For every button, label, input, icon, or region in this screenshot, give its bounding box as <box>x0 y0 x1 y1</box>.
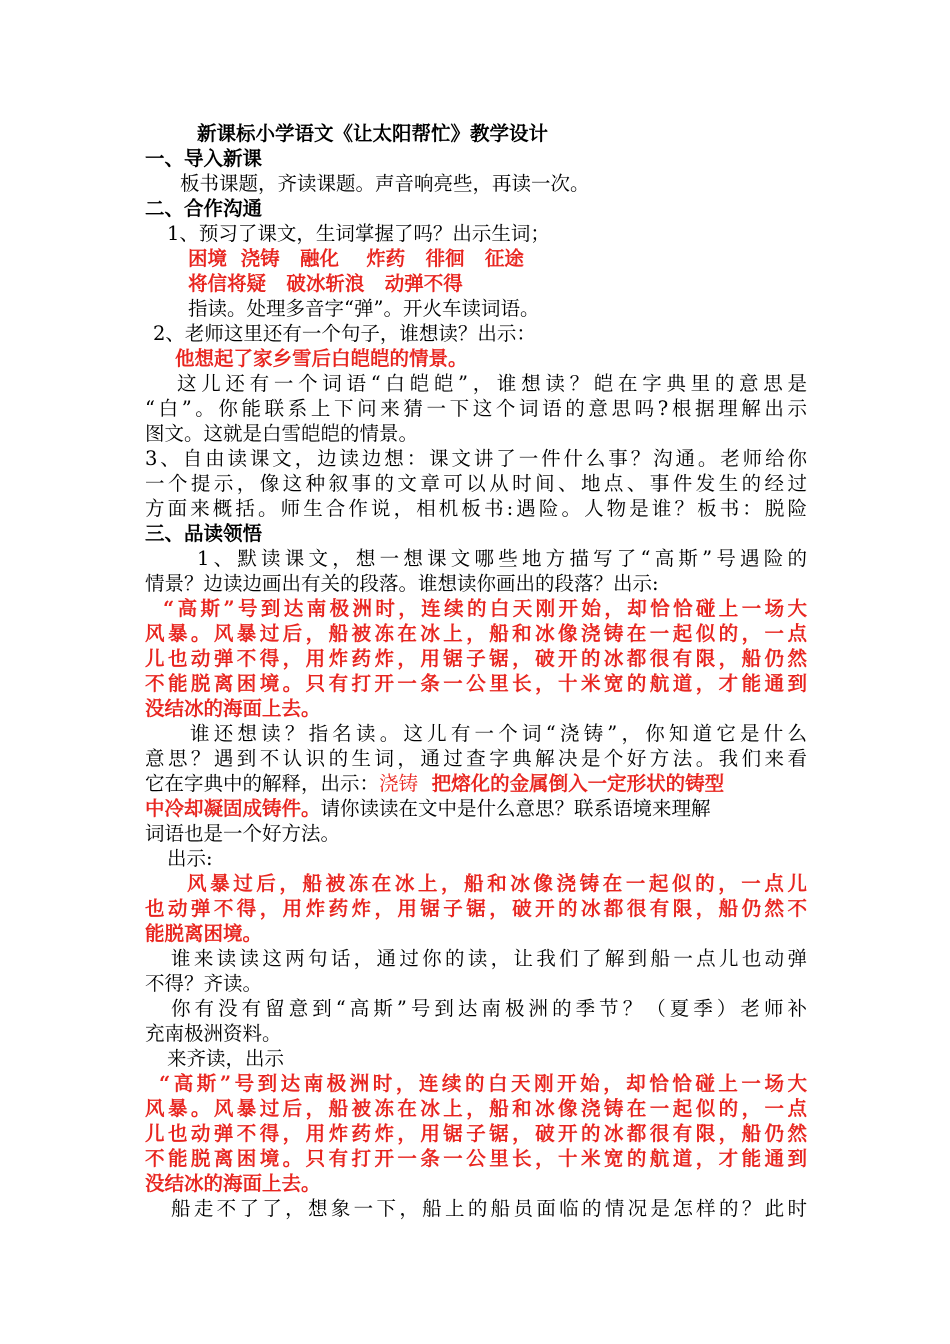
definition-text: 把熔化的金属倒入一定形状的铸型 <box>418 772 725 795</box>
page-title: 新课标小学语文《让太阳帮忙》教学设计 <box>197 122 549 145</box>
paragraph-line: 一个提示，像这种叙事的文章可以从时间、地点、事件发生的经过 <box>145 472 807 495</box>
section-heading-intro: 一、导入新课 <box>145 147 263 170</box>
paragraph-line: 充南极洲资料。 <box>145 1022 282 1045</box>
quote-line: 不能脱离困境。只有打开一条一公里长，十米宽的航道，才能通到 <box>145 1147 807 1170</box>
paragraph-line: 方面来概括。师生合作说，相机板书:遇险。人物是谁？板书：脱险 <box>145 497 807 520</box>
quote-line: 儿也动弹不得，用炸药炸，用锯子锯，破开的冰都很有限，船仍然 <box>145 1122 807 1145</box>
vocab-list: 困境 浇铸 融化 炸药 徘徊 征途 <box>188 247 524 270</box>
document-page <box>145 121 807 1221</box>
paragraph-line: 图文。这就是白雪皑皑的情景。 <box>145 422 419 445</box>
paragraph: 板书课题，齐读课题。声音响亮些，再读一次。 <box>180 172 590 195</box>
quote-line: 也动弹不得，用炸药炸，用锯子锯，破开的冰都很有限，船仍然不 <box>145 897 807 920</box>
paragraph: 指读。处理多音字“弹”。开火车读词语。 <box>188 297 540 320</box>
paragraph-text: 它在字典中的解释，出示： <box>145 772 380 795</box>
quote-line: “高斯”号到达南极洲时，连续的白天刚开始，却恰恰碰上一场大 <box>163 597 807 620</box>
paragraph-line: 船走不了了，想象一下，船上的船员面临的情况是怎样的？此时 <box>171 1197 807 1220</box>
section-heading-reading: 三、品读领悟 <box>145 522 263 545</box>
highlight-sentence: 他想起了家乡雪后白皑皑的情景。 <box>175 347 468 370</box>
paragraph: 2、老师这里还有一个句子，谁想读？出示： <box>153 322 536 345</box>
definition-text: 中冷却凝固成铸件。 <box>145 797 321 820</box>
paragraph-line: 1、默读课文，想一想课文哪些地方描写了“高斯”号遇险的 <box>197 547 807 570</box>
quote-line: 没结冰的海面上去。 <box>145 697 321 720</box>
quote-line: 儿也动弹不得，用炸药炸，用锯子锯，破开的冰都很有限，船仍然 <box>145 647 807 670</box>
paragraph: 1、预习了课文，生词掌握了吗？出示生词； <box>167 222 550 245</box>
quote-line: 能脱离困境。 <box>145 922 263 945</box>
paragraph-line <box>145 771 807 796</box>
paragraph-line: “白”。你能联系上下问来猜一下这个词语的意思吗?根据理解出示 <box>145 397 807 420</box>
paragraph-line: 来齐读，出示 <box>167 1047 285 1070</box>
term-highlight: 浇铸 <box>379 772 419 795</box>
paragraph-line: 词语也是一个好方法。 <box>145 822 341 845</box>
quote-line: 风暴。风暴过后，船被冻在冰上，船和冰像浇铸在一起似的，一点 <box>145 1097 807 1120</box>
quote-line: 没结冰的海面上去。 <box>145 1172 321 1195</box>
paragraph-line: 谁来读读这两句话，通过你的读，让我们了解到船一点儿也动弹 <box>171 947 807 970</box>
quote-line: 风暴。风暴过后，船被冻在冰上，船和冰像浇铸在一起似的，一点 <box>145 622 807 645</box>
section-heading-cooperation: 二、合作沟通 <box>145 197 263 220</box>
paragraph-line <box>145 796 807 821</box>
quote-line: 风暴过后，船被冻在冰上，船和冰像浇铸在一起似的，一点儿 <box>187 872 807 895</box>
paragraph-line: 谁还想读？指名读。这儿有一个词“浇铸”，你知道它是什么 <box>190 722 807 745</box>
paragraph-line: 出示: <box>167 847 213 870</box>
quote-line: “高斯”号到达南极洲时，连续的白天刚开始，却恰恰碰上一场大 <box>159 1072 807 1095</box>
paragraph-line: 你有没有留意到“高斯”号到达南极洲的季节？（夏季）老师补 <box>171 997 807 1020</box>
quote-line: 不能脱离困境。只有打开一条一公里长，十米宽的航道，才能通到 <box>145 672 807 695</box>
paragraph-line: 意思？遇到不认识的生词，通过查字典解决是个好方法。我们来看 <box>145 747 807 770</box>
paragraph-line: 3、自由读课文，边读边想：课文讲了一件什么事？沟通。老师给你 <box>145 447 807 470</box>
paragraph-line: 不得？齐读。 <box>145 972 263 995</box>
paragraph-line: 这儿还有一个词语“白皑皑”，谁想读？皑在字典里的意思是 <box>177 372 807 395</box>
vocab-list: 将信将疑 破冰斩浪 动弹不得 <box>188 272 463 295</box>
paragraph-line: 情景？边读边画出有关的段落。谁想读你画出的段落？出示: <box>145 572 659 595</box>
paragraph-text: 请你读读在文中是什么意思？联系语境来理解 <box>320 797 711 820</box>
